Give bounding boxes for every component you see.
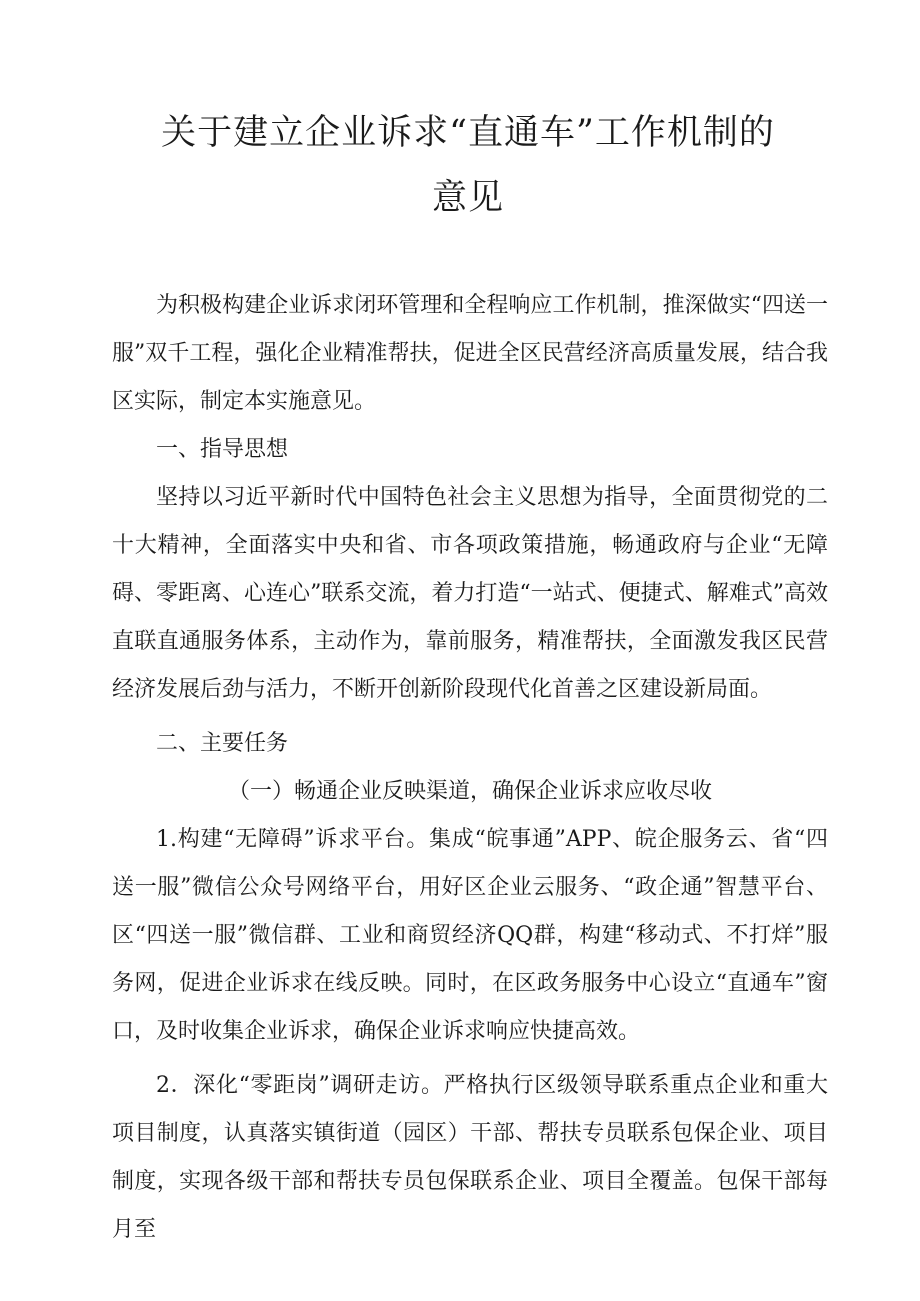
document-body (112, 282, 828, 1254)
subsection1-heading: （一）畅通企业反映渠道，确保企业诉求应收尽收 (227, 779, 712, 804)
item2-paragraph: 2．深化“零距岗”调研走访。严格执行区级领导联系重点企业和重大项目制度，认真落实镇街道（园区）干部、帮扶专员联系包保企业、项目制度，实现各级干部和帮扶专员包保联系企业、项目全覆盖。包保干部每月至 (112, 1073, 828, 1242)
section1-paragraph: 坚持以习近平新时代中国特色社会主义思想为指导，全面贯彻党的二十大精神，全面落实中央和省、市各项政策措施，畅通政府与企业“无障碍、零距离、心连心”联系交流，着力打造“一站式、便捷式、解难式”高效直联直通服务体系，主动作为，靠前服务，精准帮扶，全面激发我区民营经济发展后劲与活力，不断开创新阶段现代化首善之区建设新局面。 (112, 485, 828, 702)
intro-paragraph: 为积极构建企业诉求闭环管理和全程响应工作机制，推深做实“四送一服”双千工程，强化企业精准帮扶，促进全区民营经济高质量发展，结合我区实际，制定本实施意见。 (112, 293, 828, 414)
document-title-line1: 关于建立企业诉求“直通车”工作机制的 (161, 113, 775, 153)
section1-heading: 一、指导思想 (156, 437, 289, 462)
section2-heading: 二、主要任务 (156, 731, 289, 756)
document-title-line2: 意见 (431, 178, 504, 218)
item1-paragraph: 1.构建“无障碍”诉求平台。集成“皖事通”APP、皖企服务云、省“四送一服”微信公众号网络平台，用好区企业云服务、“政企通”智慧平台、区“四送一服”微信群、工业和商贸经济QQ群，构建“移动式、不打烊”服务网，促进企业诉求在线反映。同时，在区政务服务中心设立“直通车”窗口，及时收集企业诉求，确保企业诉求响应快捷高效。 (112, 827, 828, 1044)
